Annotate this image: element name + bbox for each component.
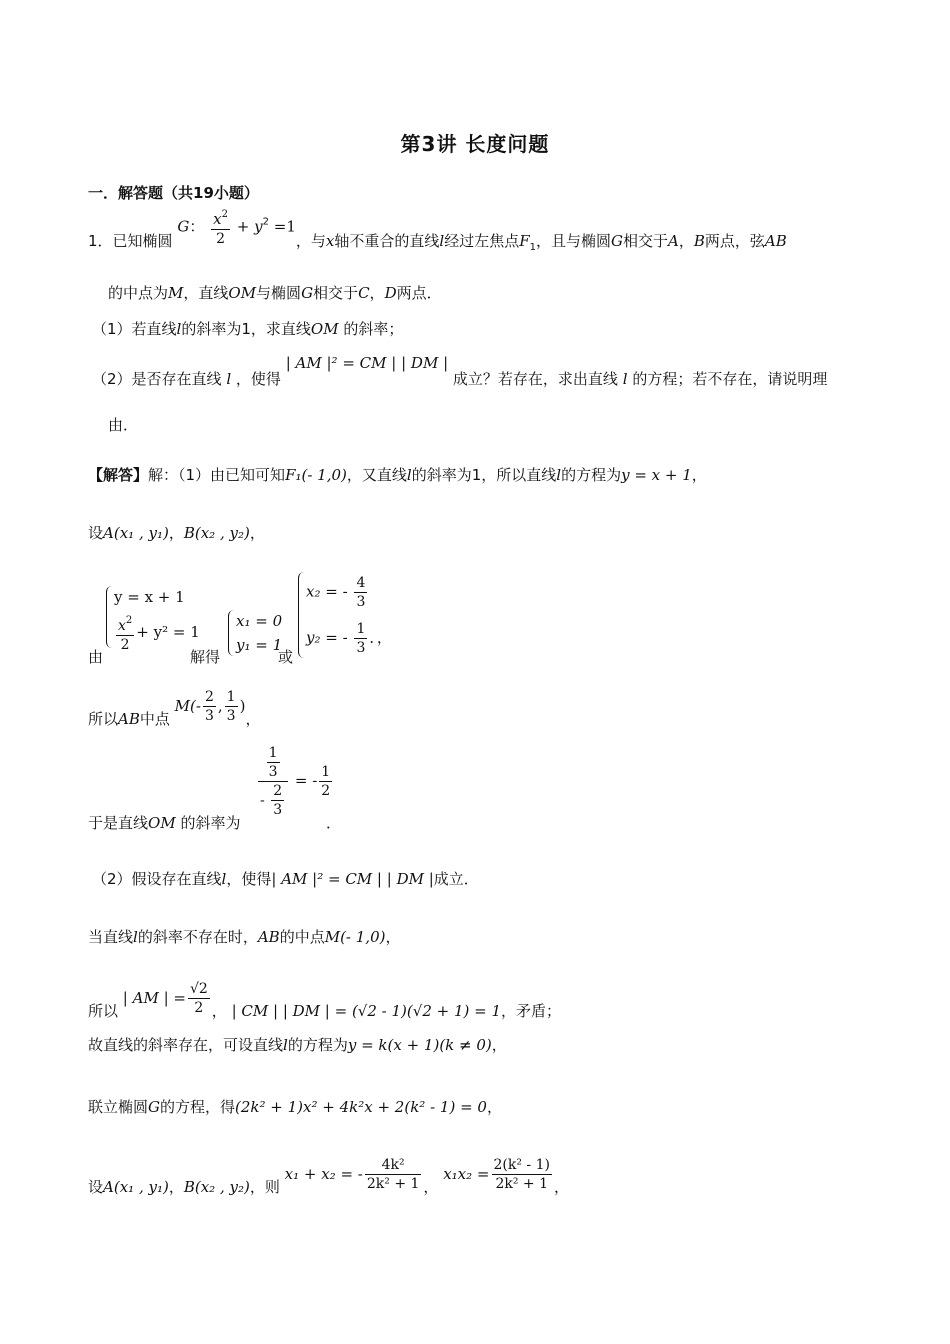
case-3-line: 故直线的斜率存在，可设直线l的方程为y = k(x + 1)(k ≠ 0)， <box>88 1036 507 1054</box>
question-2: （2）是否存在直线 l ，使得 | AM |² = CM | | DM | 成立？若存在，求出直线 l 的方程；若不存在，请说明理 <box>92 354 828 388</box>
question-1: （1）若直线l的斜率为1，求直线OM 的斜率； <box>92 320 404 338</box>
problem-text: 已知椭圆 <box>112 232 173 250</box>
system-2-row-1: x₁ = 0 <box>236 612 283 630</box>
vieta-sum: x₁ + x₂ = - $\frac{\text{4k²}}{\text{2k² + 1}}$ <box>284 1157 420 1192</box>
slope-fraction: $\frac{1}{3}$ - $\frac{2}{3}$ = - $\frac{1}{2}$ <box>260 745 331 818</box>
ellipse-equation: G： $\frac{x^2}{2}$ + $y^2 =1$ <box>177 206 296 248</box>
document-page: 第3讲 长度问题 一．解答题（共19小题） 1．已知椭圆 G： $\frac{x^2}{2}$ + $y^2 =1$，与x轴不重合的直线l经过左焦点$F_1$，且与椭圆G相交于A，B两点，弦AB 的中点为M，直线OM与椭圆G相交于C，D两点． （1）若直线l的斜率为1，求直线OM 的斜率； （2）是否存在直线 l ，使得 | AM |² = CM | | DM | 成立？若存在，求出直线 l 的方程；若不存在，请说明理 由． 【解答】解：（1）由已知可知F₁(- 1,0)，又直线l的斜率为1，所以直线l的方程为y = x + 1， 设A(x₁ , y₁)，B(x₂ , y₂)， 由 y = x + 1 $\frac{x^2}{2}$ + y² = 1 解得 x₁ = 0 y₁ = 1 或 x₂ = - $\frac{4}{3}$ y₂ = - $\frac{1}{3}$ ．， 所以AB中点 M(- $\frac{2}{3}$ , $\frac{1}{3}$ )， 于是直线OM 的斜率为 $\frac{1}{3}$ - $\frac{2}{3}$ = - $\frac{1}{2}$ ． （2）假设存在直线l，使得| AM |² = CM | | DM |成立． 当直线l的斜率不存在时，AB的中点M(- 1,0)， 所以 | AM | = $\frac{√2}{2}$ ， | CM | | DM | = (√2 - 1)(√2 + 1) = 1，矛盾； 故直线的斜率存在，可设直线l的方程为y = k(x + 1)(k ≠ 0)， 联立椭圆G的方程，得(2k² + 1)x² + 4k²x + 2(k² - 1) = 0， 设A(x₁ , y₁)，B(x₂ , y₂)，则 x₁ + x₂ = - $\frac{\text{4k²}}{\text{2k² + 1}}$ ， x₁x₂ = $\frac{\text{2(k² - 1)}}{\text{2k² + 1}}$ ， <box>0 0 950 1344</box>
system-3-row-1: x₂ = - $\frac{4}{3}$ <box>306 575 366 610</box>
part-2-line: （2）假设存在直线l，使得| AM |² = CM | | DM |成立． <box>92 870 479 888</box>
system-3-row-2: y₂ = - $\frac{1}{3}$ ．， <box>306 621 392 656</box>
midpoint-expression: M(- $\frac{2}{3}$ , $\frac{1}{3}$ ) <box>174 689 246 724</box>
problem-line-1: 1．已知椭圆 G： $\frac{x^2}{2}$ + $y^2 =1$，与x轴不重合的直线l经过左焦点$F_1$，且与椭圆G相交于A，B两点，弦AB <box>88 230 787 253</box>
case-2-line: 所以 | AM | = $\frac{√2}{2}$ ， | CM | | DM | = (√2 - 1)(√2 + 1) = 1，矛盾； <box>88 981 562 1020</box>
you-label: 由 <box>88 648 104 666</box>
brace-3 <box>298 572 305 658</box>
brace-2 <box>228 610 235 656</box>
solution-line-2: 设A(x₁ , y₁)，B(x₂ , y₂)， <box>88 524 265 542</box>
jiede-label: 解得 <box>190 648 221 666</box>
section-heading: 一．解答题（共19小题） <box>88 184 259 202</box>
system-1-row-1: y = x + 1 <box>114 588 185 606</box>
slope-line: 于是直线OM 的斜率为 <box>88 814 241 832</box>
case-1-line: 当直线l的斜率不存在时，AB的中点M(- 1,0)， <box>88 928 401 946</box>
problem-line-2: 的中点为M，直线OM与椭圆G相交于C，D两点． <box>108 284 442 302</box>
solution-line-1: 【解答】解：（1）由已知可知F₁(- 1,0)，又直线l的斜率为1，所以直线l的方程为y = x + 1， <box>88 466 707 484</box>
question-2-end: 由． <box>108 416 139 434</box>
case-4-line: 联立椭圆G的方程，得(2k² + 1)x² + 4k²x + 2(k² - 1) = 0， <box>88 1098 502 1116</box>
huo-label: 或 <box>278 648 294 666</box>
system-1-row-2: $\frac{x^2}{2}$ + y² = 1 <box>114 612 200 654</box>
system-2-row-2: y₁ = 1 <box>236 636 283 654</box>
midpoint-line: 所以AB中点 M(- $\frac{2}{3}$ , $\frac{1}{3}$ )， <box>88 689 261 728</box>
case-5-line: 设A(x₁ , y₁)，B(x₂ , y₂)，则 x₁ + x₂ = - $\frac{\text{4k²}}{\text{2k² + 1}}$ ， x₁x₂ = $\frac{\text{2(k² - 1)}}{\text{2k² + 1}}$ ， <box>88 1157 569 1196</box>
condition-expression: | AM |² = CM | | DM | <box>285 354 449 372</box>
problem-number: 1． <box>88 232 113 250</box>
page-title: 第3讲 长度问题 <box>400 132 550 156</box>
brace-1 <box>106 586 113 648</box>
vieta-product: x₁x₂ = $\frac{\text{2(k² - 1)}}{\text{2k² + 1}}$ <box>443 1157 550 1192</box>
